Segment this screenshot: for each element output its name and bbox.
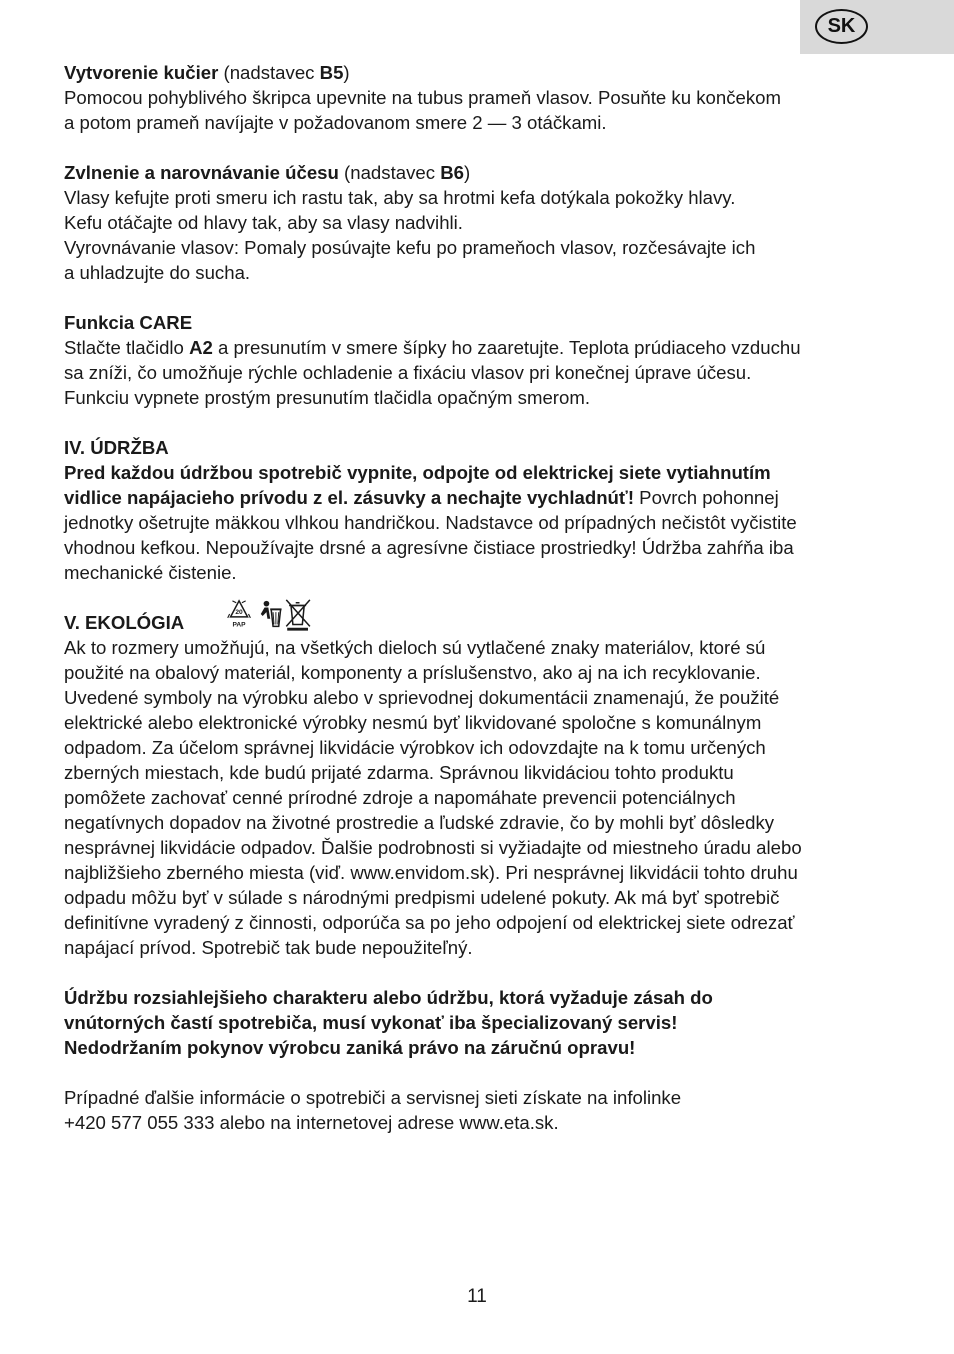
body-line: odpadu môžu byť v súlade s národnými predpismi udelené pokuty. Ak má byť spotrebič xyxy=(64,887,780,908)
section-curls-heading xyxy=(64,60,894,85)
body-line: napájací prívod. Spotrebič tak bude nepoužiteľný. xyxy=(64,937,473,958)
body-line: Vyrovnávanie vlasov: Pomaly posúvajte kefu po prameňoch vlasov, rozčesávajte ich xyxy=(64,237,756,258)
attachment-code: B6 xyxy=(440,162,464,183)
body-line: +420 577 055 333 alebo na internetovej adrese www.eta.sk. xyxy=(64,1112,559,1133)
body-line: Kefu otáčajte od hlavy tak, aby sa vlasy nadvihli. xyxy=(64,212,463,233)
warning-line xyxy=(64,485,894,510)
warning-line xyxy=(64,985,894,1010)
section-care-title: Funkcia CARE xyxy=(64,312,193,333)
body-line: pomôžete zachovať cenné prírodné zdroje a napomáhate prevencii potenciálnych xyxy=(64,787,736,808)
body-line: sa zníži, čo umožňuje rýchle ochladenie a fixáciu vlasov pri konečnej úprave účesu. xyxy=(64,362,752,383)
body-line: a uhladzujte do sucha. xyxy=(64,262,251,283)
body-line: nesprávnej likvidácie odpadov. Ďalšie podrobnosti si vyžiadajte od miestneho úradu alebo xyxy=(64,837,802,858)
body-line: definitívne vyradený z činnosti, odporúča sa po jeho odpojení od elektrickej siete odrezať xyxy=(64,912,795,933)
attachment-code: B5 xyxy=(319,62,344,83)
body-line: Ak to rozmery umožňujú, na všetkých dieloch sú vytlačené znaky materiálov, ktoré sú xyxy=(64,637,766,658)
body-line: vhodnou kefkou. Nepoužívajte drsné a agresívne čistiace prostriedky! Údržba zahŕňa iba xyxy=(64,537,794,558)
section-curls-title: Vytvorenie kučier xyxy=(64,62,219,83)
warning-line xyxy=(64,1035,894,1060)
body-line: negatívnych dopadov na životné prostredie a ľudské zdravie, čo by mohli byť dôsledky xyxy=(64,812,775,833)
recycle-number: 20 xyxy=(235,609,243,617)
body-line: Uvedené symboly na výrobku alebo v sprievodnej dokumentácii znamenajú, že použité xyxy=(64,687,780,708)
section-maintenance-heading xyxy=(64,435,894,460)
ecology-body xyxy=(64,635,894,960)
crossed-bin-icon xyxy=(286,600,310,629)
body-line: Pomocou pohyblivého škripca upevnite na tubus prameň vlasov. Posuňte ku končekom xyxy=(64,87,781,108)
section-care xyxy=(64,310,894,410)
warning-text: Údržbu rozsiahlejšieho charakteru alebo údržbu, ktorá vyžaduje zásah do xyxy=(64,987,713,1008)
section-care-heading xyxy=(64,310,894,335)
language-badge: SK xyxy=(815,9,868,44)
section-curls xyxy=(64,60,894,135)
section-wave-heading xyxy=(64,160,894,185)
body-line: mechanické čistenie. xyxy=(64,562,237,583)
section-ecology-heading xyxy=(64,610,894,635)
warning-text: Pred každou údržbou spotrebič vypnite, odpojte od elektrickej siete vytiahnutím xyxy=(64,462,771,483)
body-line: použité na obalový materiál, komponenty a príslušenstvo, ako aj na ich recyklovanie. xyxy=(64,662,761,683)
body-line: elektrické alebo elektronické výrobky nesmú byť likvidované spoločne s komunálnym xyxy=(64,712,762,733)
body-line: a potom prameň navíjajte v požadovanom smere 2 — 3 otáčkami. xyxy=(64,112,607,133)
section-maintenance xyxy=(64,435,894,585)
warning-text: vidlice napájacieho prívodu z el. zásuvky a nechajte vychladnúť! xyxy=(64,487,635,508)
recycle-pap-icon xyxy=(228,601,251,629)
language-tab xyxy=(800,0,954,54)
page-number: 11 xyxy=(467,1286,487,1307)
section-ecology xyxy=(64,610,894,960)
section-service xyxy=(64,985,894,1060)
body-line xyxy=(64,335,894,360)
text-fragment: a presunutím v smere šípky ho zaaretujte. Teplota prúdiaceho vzduchu xyxy=(212,337,801,358)
text-fragment: Stlačte tlačidlo xyxy=(64,337,190,358)
warning-line xyxy=(64,1010,894,1035)
body-line: najbližšieho zberného miesta (viď. www.envidom.sk). Pri nesprávnej likvidácii tohto druhu xyxy=(64,862,798,883)
recycle-label: PAP xyxy=(232,621,246,629)
body-line: jednotky ošetrujte mäkkou vlhkou handričkou. Nadstavce od prípadných nečistôt vyčistite xyxy=(64,512,797,533)
section-wave-title: Zvlnenie a narovnávanie účesu xyxy=(64,162,339,183)
tidyman-bin-icon xyxy=(261,601,282,627)
section-maintenance-title: IV. ÚDRŽBA xyxy=(64,437,169,458)
attachment-suffix: ) xyxy=(343,62,350,83)
attachment-suffix: ) xyxy=(463,162,471,183)
body-line: Vlasy kefujte proti smeru ich rastu tak, aby sa hrotmi kefa dotýkala pokožky hlavy. xyxy=(64,187,736,208)
section-wave xyxy=(64,160,894,285)
body-line: odpadom. Za účelom správnej likvidácie výrobkov ich odovzdajte na k tomu určených xyxy=(64,737,766,758)
body-line: zberných miestach, kde budú prijaté zdarma. Správnou likvidáciou tohto produktu xyxy=(64,762,734,783)
text-fragment: Povrch pohonnej xyxy=(634,487,779,508)
section-ecology-title: V. EKOLÓGIA xyxy=(64,612,185,633)
page-content xyxy=(64,60,894,1160)
body-line: Funkciu vypnete prostým presunutím tlačidla opačným smerom. xyxy=(64,387,590,408)
warning-text: vnútorných častí spotrebiča, musí vykonať iba špecializovaný servis! xyxy=(64,1012,678,1033)
button-code: A2 xyxy=(189,337,213,358)
section-info xyxy=(64,1085,894,1135)
body-line: Prípadné ďalšie informácie o spotrebiči a servisnej sieti získate na infolinke xyxy=(64,1087,682,1108)
ecology-icons xyxy=(224,598,324,632)
warning-text: Nedodržaním pokynov výrobcu zaniká právo na záručnú opravu! xyxy=(64,1037,636,1058)
warning-line xyxy=(64,460,894,485)
attachment-prefix: (nadstavec xyxy=(218,62,320,83)
attachment-prefix: (nadstavec xyxy=(338,162,441,183)
